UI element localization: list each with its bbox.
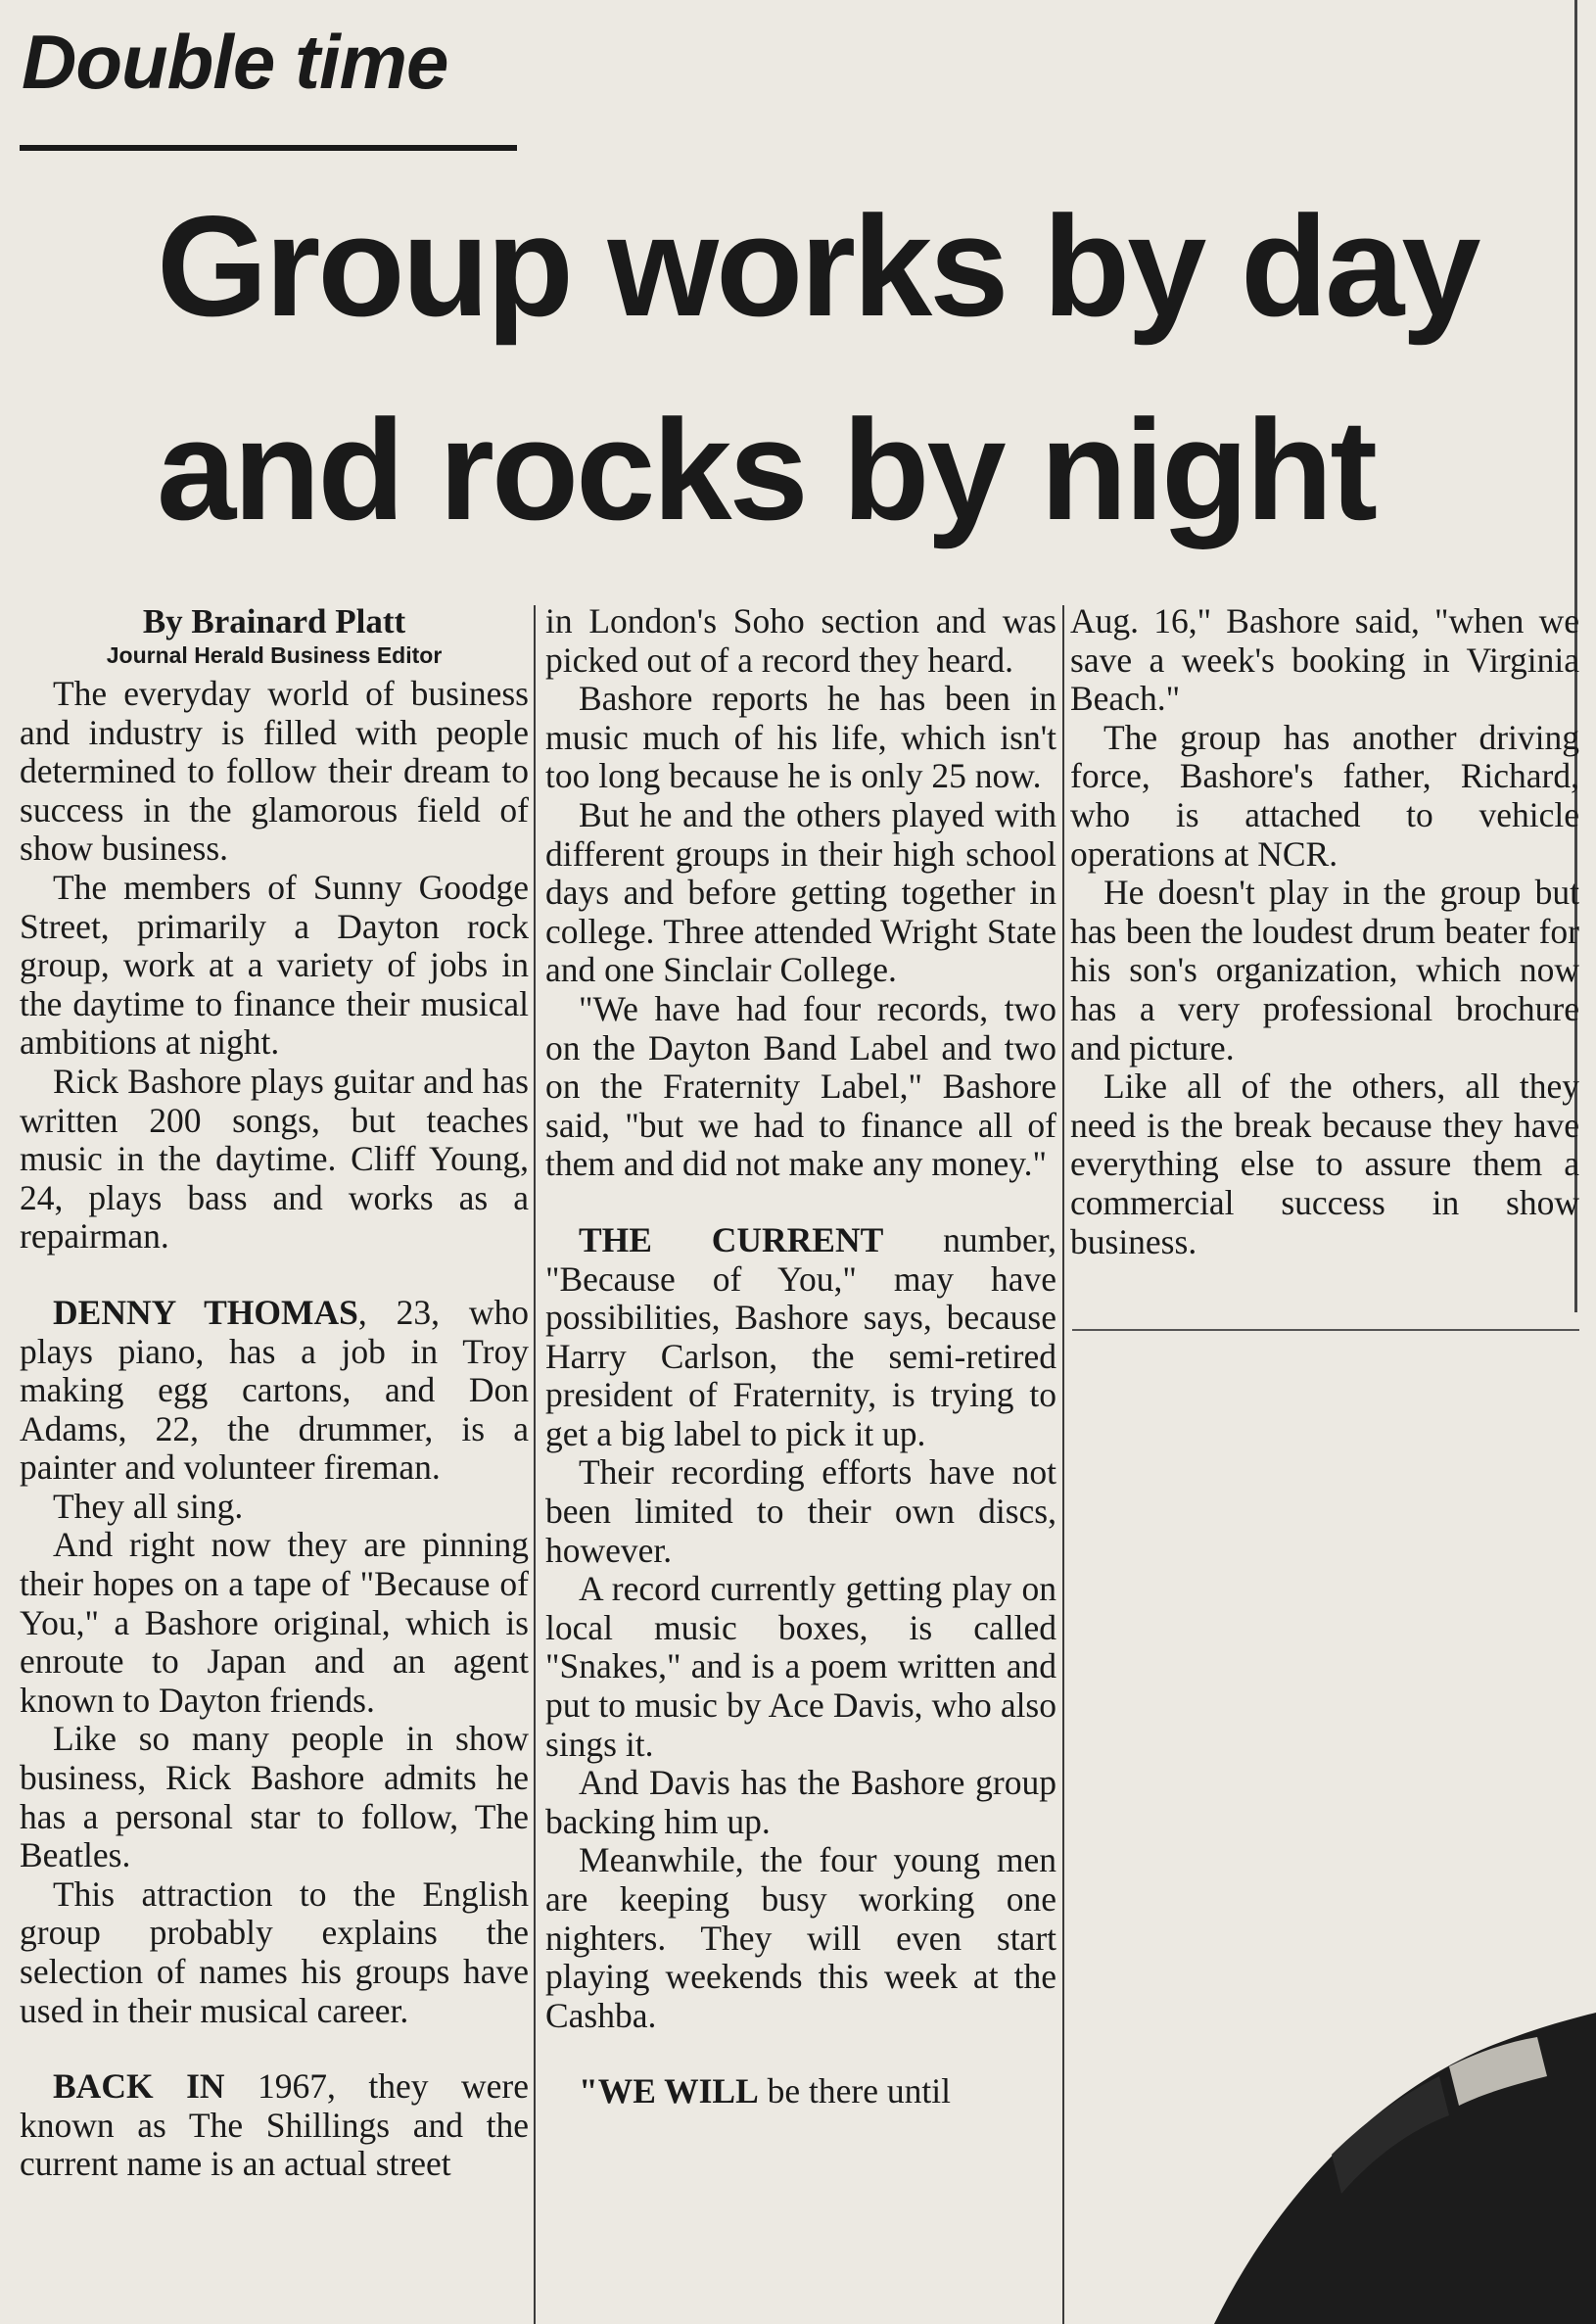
article-column-3 — [1070, 602, 1579, 1327]
paragraph: Aug. 16," Bashore said, "when we save a week's booking in Virginia Beach." — [1070, 602, 1579, 719]
kicker-heading: Double time — [22, 19, 448, 105]
paragraph-subhead: "WE WILL be there until — [579, 2071, 951, 2111]
paragraph: He doesn't play in the group but has been the loudest drum beater for his son's organization, which now has a very professional brochure and picture. — [1070, 873, 1579, 1067]
paragraph: They all sing. — [53, 1486, 244, 1526]
paragraph: Like so many people in show business, Rick Bashore admits he has a personal star to follow, The Beatles. — [20, 1719, 529, 1875]
headline-line-1: Group works by day — [157, 186, 1479, 346]
paragraph: And right now they are pinning their hopes on a tape of "Because of You," a Bashore original, which is enroute to Japan and an agent known to Dayton friends. — [20, 1525, 529, 1720]
paragraph: Rick Bashore plays guitar and has written 200 songs, but teaches music in the daytime. Cliff Young, 24, plays bass and works as a repairman. — [20, 1061, 529, 1257]
paragraph-subhead: DENNY THOMAS, 23, who plays piano, has a job in Troy making egg cartons, and Don Adams, 22, the drummer, is a painter and volunteer fireman. — [20, 1292, 529, 1488]
paragraph: Like all of the others, all they need is the break because they have everything else to assure them a commercial success in show business. — [1070, 1067, 1579, 1261]
paragraph: A record currently getting play on local music boxes, is called "Snakes," and is a poem written and put to music by Ace Davis, who also sings it. — [545, 1569, 1056, 1764]
paragraph-subhead: THE CURRENT number, "Because of You," may have possibilities, Bashore says, because Harry Carlson, the semi-retired president of Fraternity, is trying to get a big label to pick it up. — [545, 1219, 1056, 1453]
paragraph: This attraction to the English group probably explains the selection of names his groups have used in their musical career. — [20, 1873, 529, 2030]
paragraph: The everyday world of business and industry is filled with people determined to follow their dream to success in the glamorous field of show business. — [20, 674, 529, 869]
paragraph: But he and the others played with different groups in their high school days and before getting together in college. Three attended Wright State and one Sinclair College. — [545, 794, 1056, 990]
bleed-through-ghost-text — [1155, 10, 1567, 166]
photo-fragment — [1077, 1959, 1596, 2324]
headline — [157, 165, 1576, 572]
byline-title: Journal Herald Business Editor — [106, 642, 443, 668]
article-column-2 — [545, 602, 1056, 2324]
paragraph: The group has another driving force, Bashore's father, Richard, who is attached to vehicle operations at NCR. — [1070, 717, 1579, 874]
byline-author: By Brainard Platt — [142, 602, 406, 640]
paragraph: Meanwhile, the four young men are keeping busy working one nighters. They will even start playing weekends this week at the Cashba. — [545, 1840, 1056, 2035]
article-end-rule — [1072, 1329, 1579, 1331]
paragraph: "We have had four records, two on the Dayton Band Label and two on the Fraternity Label," Bashore said, "but we had to finance all of them and did not make any money." — [545, 988, 1056, 1184]
paragraph: in London's Soho section and was picked out of a record they heard. — [545, 602, 1056, 680]
column-divider — [534, 605, 536, 2324]
paragraph: The members of Sunny Goodge Street, primarily a Dayton rock group, work at a variety of jobs in the daytime to finance their musical ambitions at night. — [20, 867, 529, 1063]
paragraph: And Davis has the Bashore group backing him up. — [545, 1763, 1056, 1841]
kicker-rule — [20, 145, 517, 151]
headline-line-2: and rocks by night — [157, 390, 1375, 549]
article-column-1 — [20, 602, 529, 2324]
paragraph: Bashore reports he has been in music much of his life, which isn't too long because he is only 25 now. — [545, 679, 1056, 796]
paragraph: Their recording efforts have not been limited to their own discs, however. — [545, 1452, 1056, 1570]
paragraph-subhead: BACK IN 1967, they were known as The Shillings and the current name is an actual street — [20, 2066, 529, 2184]
column-divider — [1062, 605, 1064, 2324]
